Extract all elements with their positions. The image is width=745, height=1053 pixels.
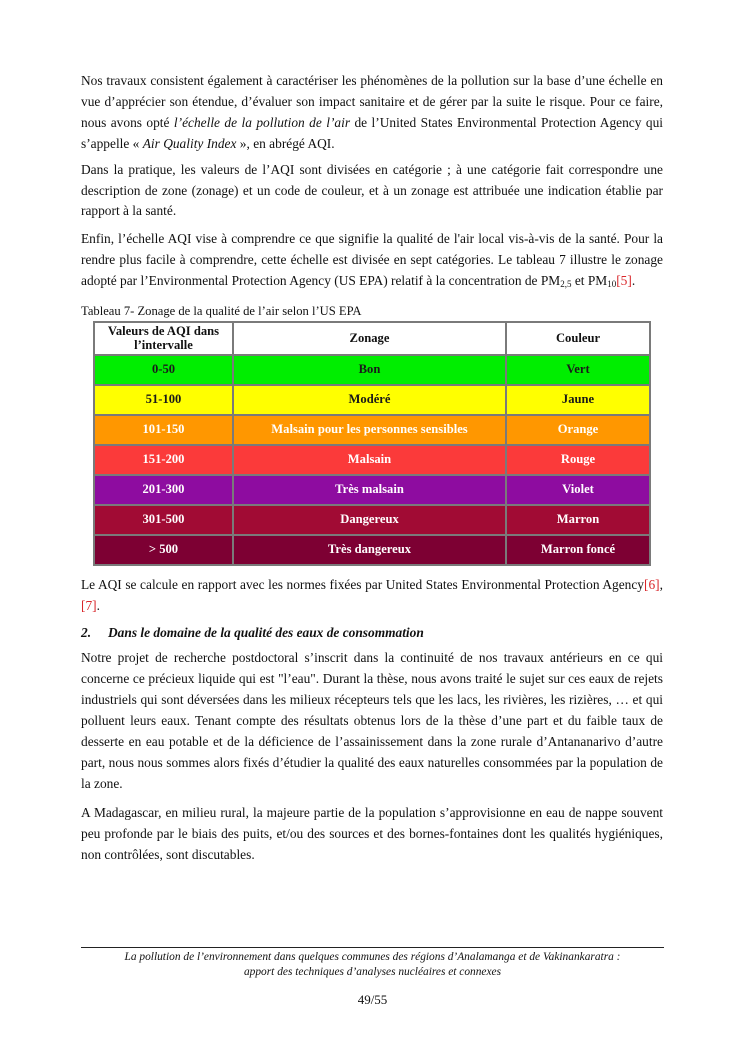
footer-divider: [81, 947, 664, 948]
table-body: [94, 355, 650, 565]
table-header-row: [94, 322, 650, 355]
citation-link[interactable]: [7]: [81, 597, 97, 613]
cell-range: 51-100: [94, 385, 233, 415]
citation-link[interactable]: [6]: [644, 576, 660, 592]
header-range: Valeurs de AQI dans l’intervalle: [94, 322, 233, 355]
cell-range: 101-150: [94, 415, 233, 445]
cell-range: 0-50: [94, 355, 233, 385]
cell-range: 201-300: [94, 475, 233, 505]
table-row: [94, 385, 650, 415]
cell-color: Orange: [506, 415, 650, 445]
paragraph-1: Nos travaux consistent également à caractériser les phénomènes de la pollution sur la base d’une échelle en vue d’apprécier son étendue, d’évaluer son impact sanitaire et de gérer par la suite le risque. Pour ce faire, nous avons opté l’échelle de la pollution de l’air de l’United States Environmental Protection Agency qui s’appelle « Air Quality Index », en abrégé AQI.: [81, 73, 663, 151]
cell-color: Jaune: [506, 385, 650, 415]
cell-range: 301-500: [94, 505, 233, 535]
table-row: [94, 535, 650, 565]
table-row: [94, 475, 650, 505]
table-row: [94, 415, 650, 445]
page-body: [81, 70, 663, 871]
section-heading: [81, 625, 663, 641]
paragraph-4: Le AQI se calcule en rapport avec les normes fixées par United States Environmental Protection Agency[6],[7].: [81, 576, 663, 613]
table-row: [94, 355, 650, 385]
cell-zone: Modéré: [233, 385, 506, 415]
cell-range: > 500: [94, 535, 233, 565]
citation-link[interactable]: [5]: [616, 272, 632, 288]
section-title: Dans le domaine de la qualité des eaux de consommation: [108, 624, 424, 640]
cell-color: Rouge: [506, 445, 650, 475]
cell-color: Marron foncé: [506, 535, 650, 565]
cell-zone: Très malsain: [233, 475, 506, 505]
cell-range: 151-200: [94, 445, 233, 475]
header-color: Couleur: [506, 322, 650, 355]
paragraph-5: Notre projet de recherche postdoctoral s’inscrit dans la continuité de nos travaux antérieurs en ce qui concerne ce précieux liquide qui est "l’eau". Durant la thèse, nous avons traité le sujet sur ces eaux de rejets industriels qui sont déversées dans les milieux récepteurs tels que les lacs, les rivières, les rizières, … et qui polluent leurs eaux. Tenant compte des résultats obtenus lors de la thèse d’une part et du faible taux de desserte en eau potable et de la déficience de l’assainissement dans la zone rurale d’Antananarivo d’autre part, nous nous sommes alors fixés d’étudier la qualité des eaux naturelles consommées par la population de la zone.: [81, 649, 663, 791]
footer-line-2: apport des techniques d’analyses nucléaires et connexes: [243, 965, 502, 978]
page-number: 49/55: [357, 992, 388, 1007]
cell-color: Violet: [506, 475, 650, 505]
cell-zone: Bon: [233, 355, 506, 385]
cell-zone: Malsain pour les personnes sensibles: [233, 415, 506, 445]
table-row: [94, 505, 650, 535]
paragraph-6: A Madagascar, en milieu rural, la majeure partie de la population s’approvisionne en eau de nappe souvent peu profonde par le biais des puits, et/ou des sources et des bornes-fontaines dont les qualités hygiéniques, non contrôlées, sont discutables.: [81, 804, 663, 862]
cell-zone: Dangereux: [233, 505, 506, 535]
footer-text: [81, 950, 664, 979]
table-caption: Tableau 7- Zonage de la qualité de l’air selon l’US EPA: [81, 303, 362, 318]
cell-zone: Malsain: [233, 445, 506, 475]
section-number: 2.: [81, 624, 92, 640]
aqi-table: [93, 321, 651, 566]
header-zone: Zonage: [233, 322, 506, 355]
cell-color: Marron: [506, 505, 650, 535]
footer-line-1: La pollution de l’environnement dans quelques communes des régions d’Analamanga et de Vakinankaratra :: [124, 951, 621, 963]
paragraph-2: Dans la pratique, les valeurs de l’AQI sont divisées en catégorie ; à une catégorie fait correspondre une description de zone (zonage) et un code de couleur, et à un zonage est attribuée une indication établie par rapport à la santé.: [81, 162, 663, 218]
paragraph-3: Enfin, l’échelle AQI vise à comprendre ce que signifie la qualité de l'air local vis-à-vis de la santé. Pour la rendre plus facile à comprendre, cette échelle est divisée en sept catégories. Le tableau 7 illustre le zonage adopté par l’Environmental Protection Agency (US EPA) relatif à la concentration de $PM_{2,5}$ et $PM_{10}[5]$.: [81, 230, 663, 289]
table-row: [94, 445, 650, 475]
cell-zone: Très dangereux: [233, 535, 506, 565]
cell-color: Vert: [506, 355, 650, 385]
